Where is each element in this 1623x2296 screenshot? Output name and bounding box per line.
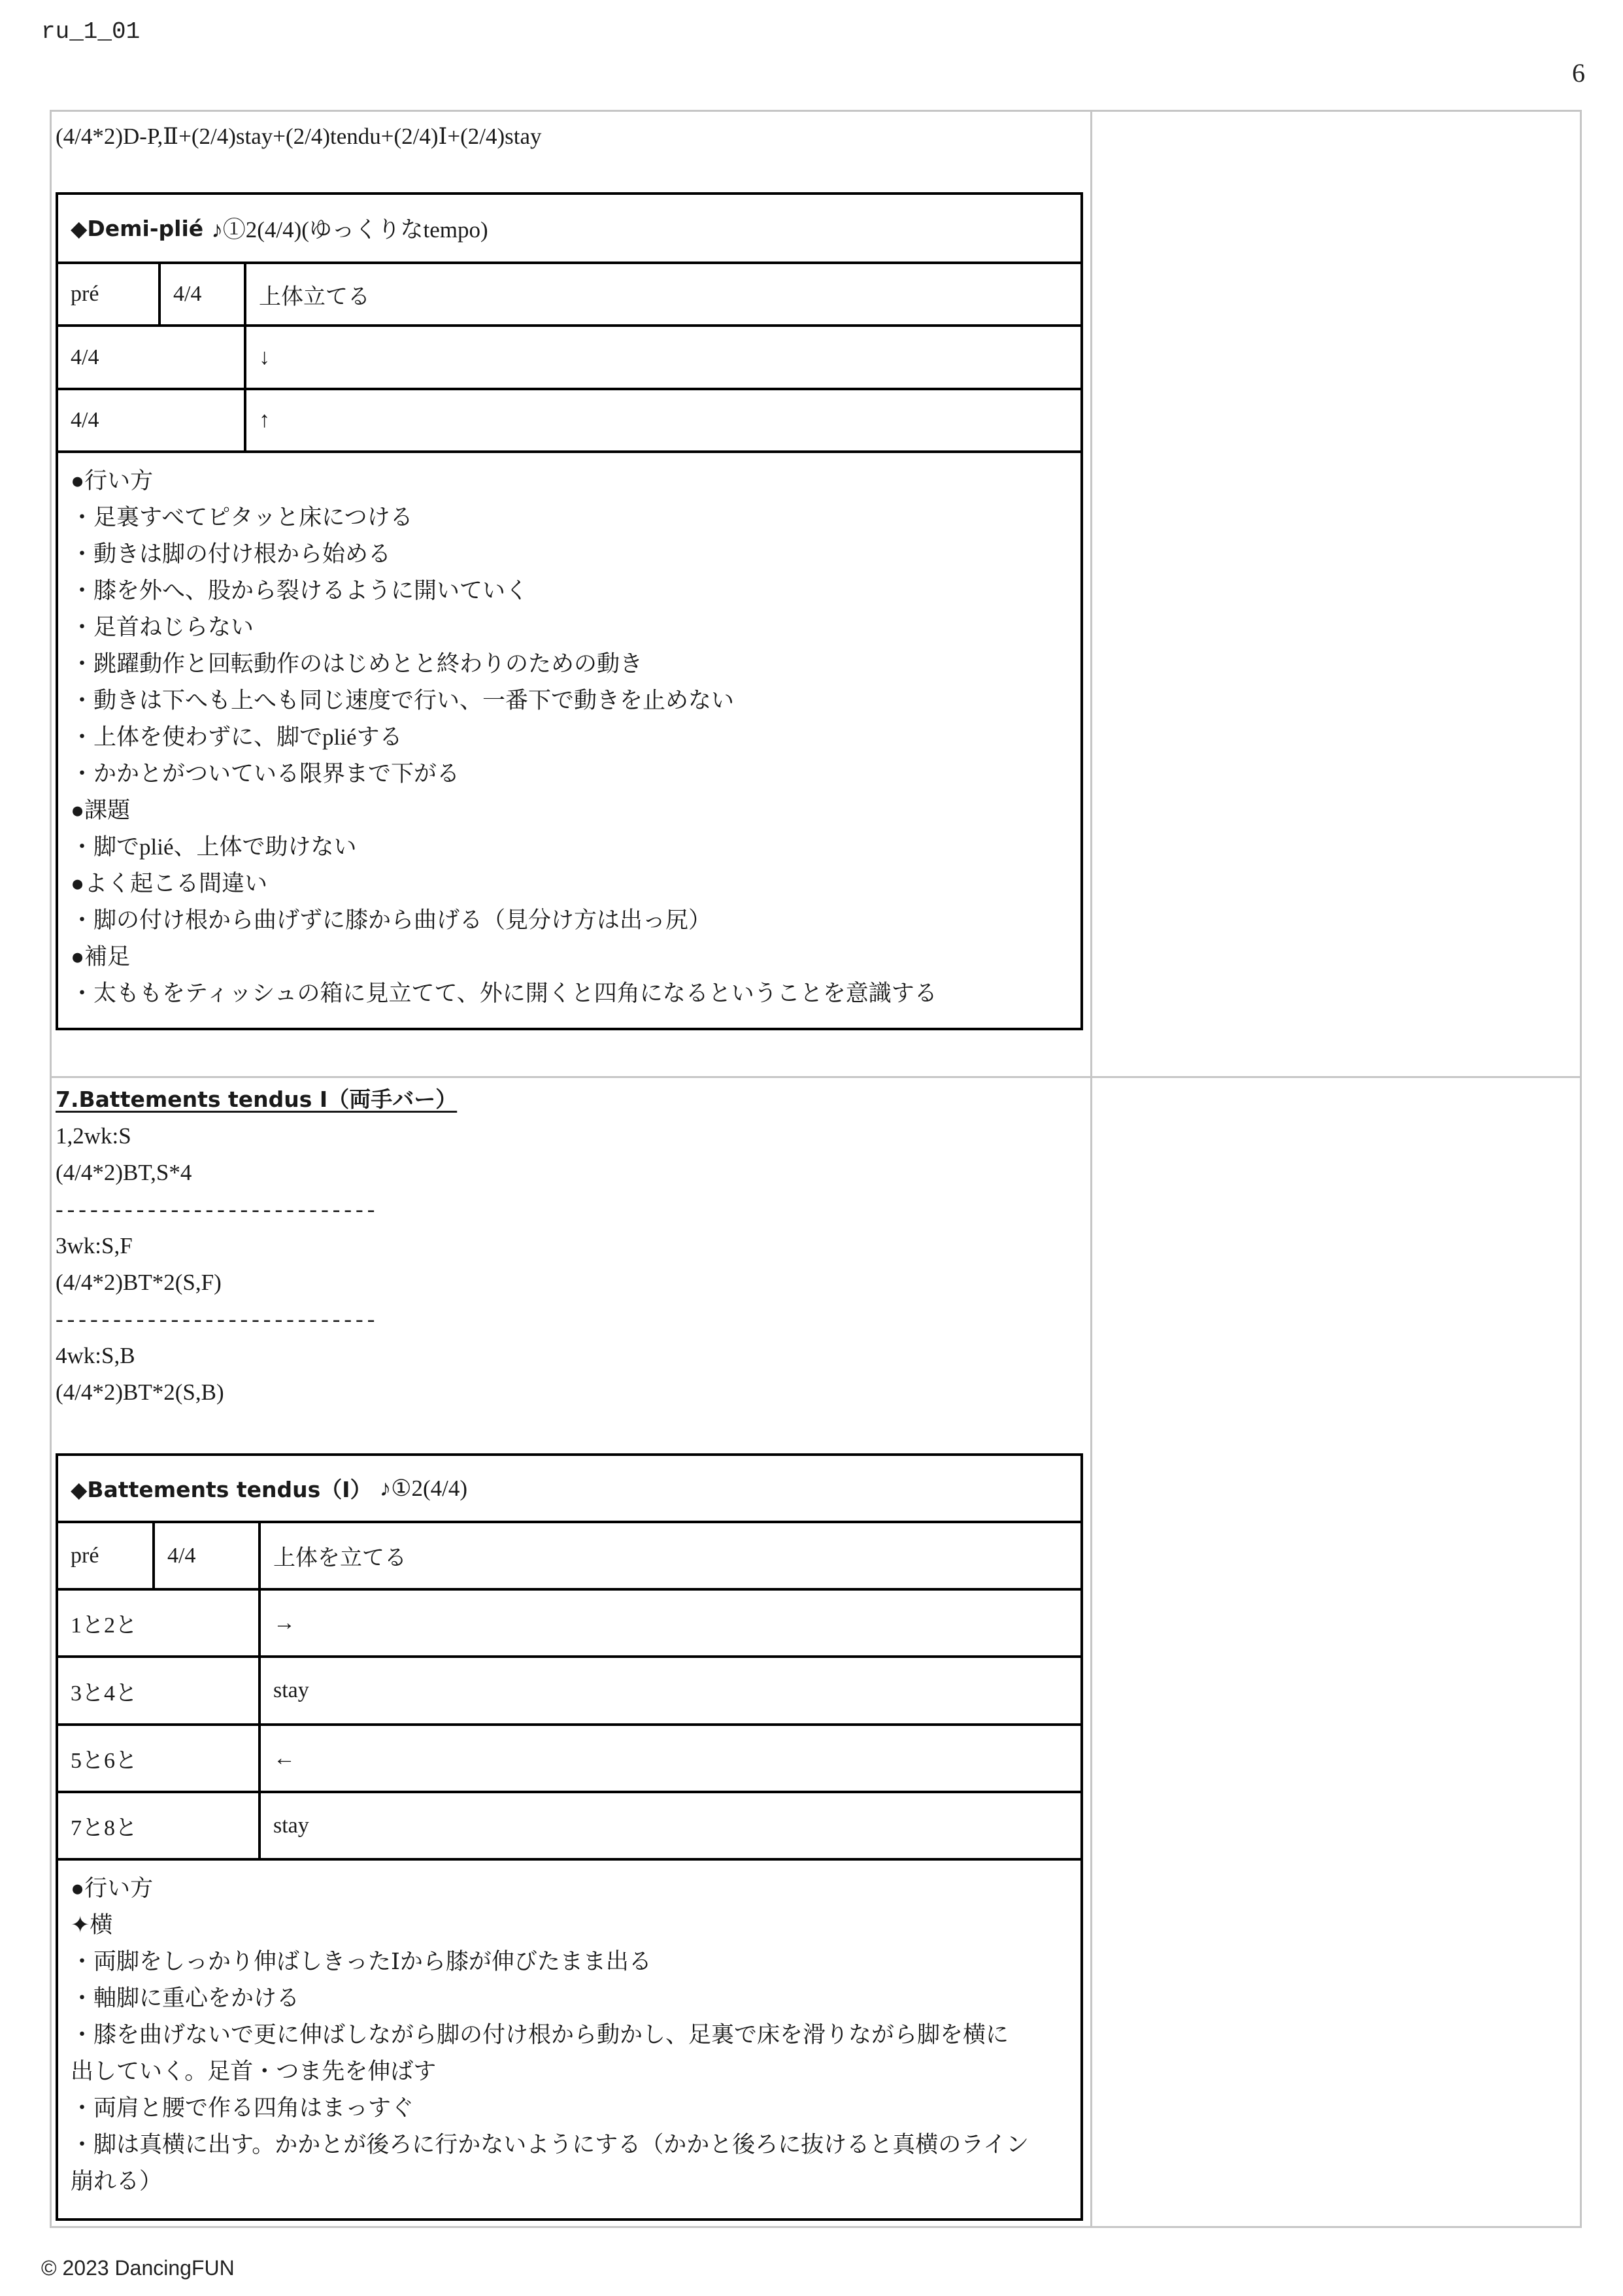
count-cell: 3と4と bbox=[71, 1681, 137, 1706]
dashed-separator: ---------------------------- bbox=[56, 1196, 379, 1222]
note-line: ・膝を曲げないで更に伸ばしながら脚の付け根から動かし、足裏で床を滑りながら脚を横に bbox=[71, 2022, 1009, 2048]
page-number: 6 bbox=[1572, 58, 1585, 88]
count-cell: 4/4 bbox=[71, 345, 99, 369]
note-line: ・動きは脚の付け根から始める bbox=[71, 541, 392, 567]
count-cell: pré bbox=[71, 1543, 99, 1568]
section-header-block bbox=[56, 1081, 457, 1411]
combination-sequence: (4/4*2)D-P,Ⅱ+(2/4)stay+(2/4)tendu+(2/4)Ⅰ+(2/4)stay bbox=[56, 124, 542, 149]
exercise-table-header bbox=[58, 195, 1080, 262]
side-cell-empty bbox=[1090, 1076, 1582, 2228]
combination-sequence: (4/4*2)BT*2(S,F) bbox=[56, 1270, 222, 1295]
action-cell: ↑ bbox=[244, 390, 1080, 450]
music-spec: ♪①2(4/4) bbox=[379, 1475, 468, 1501]
note-subheading: ✦横 bbox=[71, 1912, 113, 1938]
note-heading: ●課題 bbox=[71, 798, 131, 823]
count-cell: 7と8と bbox=[71, 1816, 137, 1840]
section-cell-demi-plie bbox=[50, 110, 1092, 1078]
combination-sequence: (4/4*2)BT*2(S,B) bbox=[56, 1379, 224, 1405]
note-line: ・かかとがついている限界まで下がる bbox=[71, 761, 460, 786]
note-line: ・脚でplié、上体で助けない bbox=[71, 834, 357, 860]
dashed-separator: ---------------------------- bbox=[56, 1306, 379, 1332]
note-line: ・膝を外へ、股から裂けるように開いていく bbox=[71, 578, 529, 603]
note-heading: ●補足 bbox=[71, 944, 131, 970]
count-cell: 1と2と bbox=[71, 1613, 137, 1638]
note-line: ・足裏すべてピタッと床につける bbox=[71, 505, 413, 530]
note-line: ・軸脚に重心をかける bbox=[71, 1985, 300, 2011]
notes-cell bbox=[58, 450, 1080, 1028]
note-line-continued: 出していく。足首・つま先を伸ばす bbox=[71, 2059, 437, 2084]
section-cell-battements-tendus bbox=[50, 1076, 1092, 2228]
combination-sequence: (4/4*2)BT,S*4 bbox=[56, 1160, 192, 1185]
action-cell: 上体を立てる bbox=[258, 1523, 1080, 1588]
count-cell: pré bbox=[71, 282, 99, 306]
side-cell-empty bbox=[1090, 110, 1582, 1078]
week-label: 4wk:S,B bbox=[56, 1343, 135, 1368]
note-line: ・脚は真横に出す。かかとが後ろに行かないようにする（かかと後ろに抜けると真横のライン bbox=[71, 2132, 1029, 2157]
week-label: 1,2wk:S bbox=[56, 1123, 131, 1149]
count-row bbox=[58, 262, 1080, 324]
exercise-table-battements-tendus bbox=[56, 1453, 1083, 2221]
note-line: ・動きは下へも上へも同じ速度で行い、一番下で動きを止めない bbox=[71, 688, 735, 713]
notes-cell bbox=[58, 1858, 1080, 2218]
copyright-footer: © 2023 DancingFUN bbox=[41, 2256, 235, 2280]
note-line: ・足首ねじらない bbox=[71, 615, 254, 640]
note-line-continued: 崩れる） bbox=[71, 2169, 163, 2194]
action-cell: stay bbox=[258, 1793, 1080, 1858]
note-line: ・跳躍動作と回転動作のはじめとと終わりのための動き bbox=[71, 651, 643, 677]
action-cell: stay bbox=[258, 1658, 1080, 1723]
exercise-name: ◆Demi-plié bbox=[71, 215, 204, 241]
note-line: ・両肩と腰で作る四角はまっすぐ bbox=[71, 2095, 414, 2121]
note-heading: ●よく起こる間違い bbox=[71, 871, 268, 896]
measure-cell: 4/4 bbox=[152, 1523, 258, 1588]
note-line: ・上体を使わずに、脚でpliéする bbox=[71, 724, 403, 750]
action-cell: → bbox=[258, 1591, 1080, 1655]
note-heading: ●行い方 bbox=[71, 468, 154, 494]
exercise-table-header bbox=[58, 1456, 1080, 1521]
music-spec: ♪①2(4/4)(ゆっくりなtempo) bbox=[211, 217, 488, 243]
count-row bbox=[58, 1723, 1080, 1791]
count-row bbox=[58, 1588, 1080, 1655]
note-line: ・脚の付け根から曲げずに膝から曲げる（見分け方は出っ尻） bbox=[71, 907, 712, 933]
document-id: ru_1_01 bbox=[41, 18, 141, 45]
note-line: ・太ももをティッシュの箱に見立てて、外に開くと四角になるということを意識する bbox=[71, 981, 937, 1006]
count-row bbox=[58, 1521, 1080, 1588]
action-cell: ← bbox=[258, 1726, 1080, 1791]
measure-cell: 4/4 bbox=[158, 264, 244, 324]
action-cell: 上体立てる bbox=[244, 264, 1080, 324]
note-heading: ●行い方 bbox=[71, 1876, 154, 1901]
exercise-table-demi-plie bbox=[56, 192, 1083, 1030]
count-row bbox=[58, 1655, 1080, 1723]
note-line: ・両脚をしっかり伸ばしきったⅠから膝が伸びたまま出る bbox=[71, 1949, 652, 1974]
count-cell: 5と6と bbox=[71, 1749, 137, 1773]
count-row bbox=[58, 388, 1080, 450]
action-cell: ↓ bbox=[244, 327, 1080, 388]
week-label: 3wk:S,F bbox=[56, 1233, 133, 1258]
exercise-name: ◆Battements tendus（Ⅰ） bbox=[71, 1477, 372, 1502]
section-title: 7.Battements tendus Ⅰ（両手バー） bbox=[56, 1087, 458, 1112]
count-row bbox=[58, 1791, 1080, 1858]
count-cell: 4/4 bbox=[71, 408, 99, 432]
count-row bbox=[58, 324, 1080, 388]
